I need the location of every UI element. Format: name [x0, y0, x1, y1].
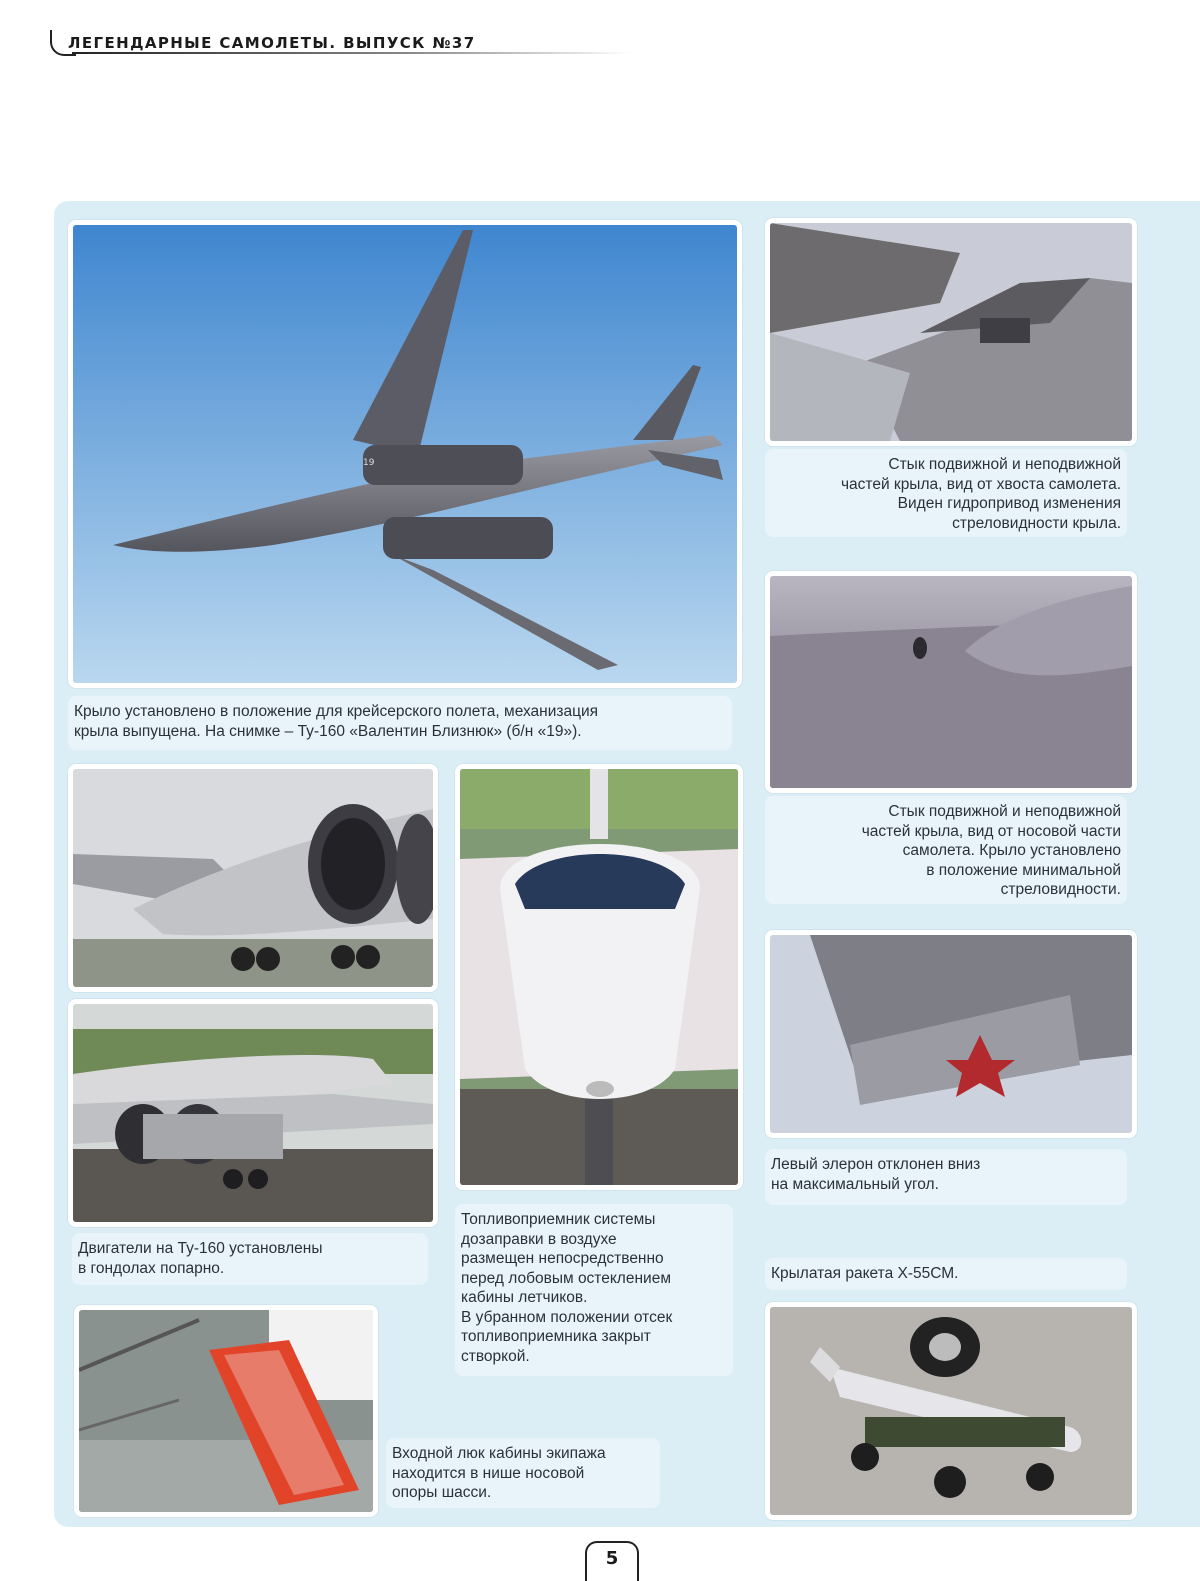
- wing-joint-front-photo: [765, 571, 1137, 793]
- main-photo-caption: Крыло установлено в положение для крейсерского полета, механизация крыла выпущена. На снимке – Ту-160 «Валентин Близнюк» (б/н «19»).: [68, 696, 732, 750]
- aircraft-board-number: 19: [363, 458, 375, 468]
- tu160-flight-photo: [68, 220, 742, 688]
- nose-front-photo: [455, 764, 743, 1190]
- refuel-probe-caption: Топливоприемник системы дозаправки в воздухе размещен непосредственно перед лобовым остеклением кабины летчиков. В убранном положении отсек топливоприемника закрыт створкой.: [455, 1204, 733, 1376]
- wing-joint-rear-caption: Стык подвижной и неподвижной частей крыла, вид от хвоста самолета. Виден гидропривод изменения стреловидности крыла.: [765, 449, 1127, 537]
- engines-caption: Двигатели на Ту-160 установлены в гондолах попарно.: [72, 1233, 428, 1285]
- header-rule: [72, 52, 632, 54]
- engines-side-photo: [68, 764, 438, 992]
- page-number: 5: [585, 1541, 639, 1581]
- page-header-title: ЛЕГЕНДАРНЫЕ САМОЛЕТЫ. ВЫПУСК №37: [68, 34, 476, 52]
- crew-hatch-caption: Входной люк кабины экипажа находится в нише носовой опоры шасси.: [386, 1438, 660, 1508]
- missile-caption: Крылатая ракета Х-55СМ.: [765, 1258, 1127, 1290]
- wing-joint-front-caption: Стык подвижной и неподвижной частей крыла, вид от носовой части самолета. Крыло установлено в положение минимальной стреловидности.: [765, 796, 1127, 904]
- aileron-photo: [765, 930, 1137, 1138]
- crew-hatch-photo: [74, 1305, 378, 1517]
- missile-photo: [765, 1302, 1137, 1520]
- engines-rear-photo: [68, 999, 438, 1227]
- aileron-caption: Левый элерон отклонен вниз на максимальный угол.: [765, 1149, 1127, 1205]
- wing-joint-rear-photo: [765, 218, 1137, 446]
